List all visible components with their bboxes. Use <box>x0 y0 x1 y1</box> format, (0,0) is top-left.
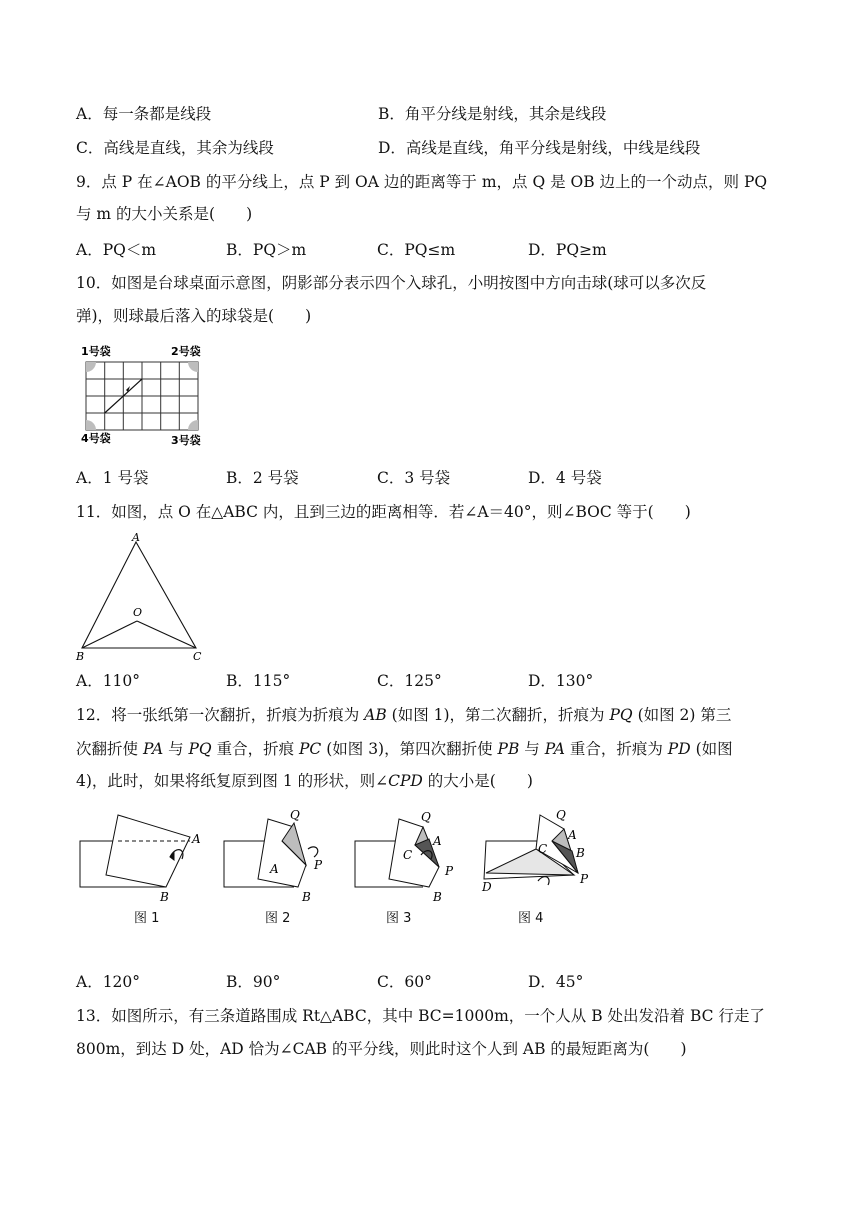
svg-text:Q: Q <box>421 810 431 824</box>
svg-text:P: P <box>580 872 589 886</box>
svg-text:B: B <box>576 846 585 860</box>
q10-option-b: B．2 号袋 <box>226 469 299 487</box>
q11-option-b: B．115° <box>226 672 291 690</box>
fold-figure-2 <box>222 805 347 905</box>
pocket-4 <box>86 420 96 430</box>
fold-figure-3 <box>353 805 478 905</box>
svg-text:B: B <box>433 890 442 904</box>
q10-option-a: A．1 号袋 <box>76 469 149 487</box>
q12-option-c: C．60° <box>377 973 432 991</box>
svg-text:B: B <box>160 890 169 904</box>
vertex-b-label: B <box>76 650 85 662</box>
fig3-caption: 图 3 <box>386 911 412 926</box>
q9-stem-line2: 与 m 的大小关系是( ) <box>76 205 253 223</box>
q12-option-a: A．120° <box>76 973 141 991</box>
fold-figure-1 <box>78 805 208 905</box>
pocket-4-label: 4号袋 <box>81 432 111 445</box>
q9-option-b: B．PQ＞m <box>226 241 307 259</box>
q12-stem-line2: 次翻折使 PA 与 PQ 重合，折痕 PC (如图 3)，第四次翻折使 PB 与 PA 重合，折痕为 PD (如图 <box>76 740 733 758</box>
q12-stem-line3: 4)，此时，如果将纸复原到图 1 的形状，则∠CPD 的大小是( ) <box>76 772 533 790</box>
q8-option-c: C．高线是直线，其余为线段 <box>76 139 274 157</box>
q11-option-c: C．125° <box>377 672 442 690</box>
q9-option-d: D．PQ≥m <box>528 241 607 259</box>
pocket-3-label: 3号袋 <box>171 434 201 447</box>
svg-text:A: A <box>433 834 442 848</box>
q9-stem-line1: 9．点 P 在∠AOB 的平分线上，点 P 到 OA 边的距离等于 m，点 Q 是 OB 边上的一个动点，则 PQ <box>76 173 768 191</box>
segment-oc <box>137 621 196 648</box>
svg-text:P: P <box>445 864 454 878</box>
fig1-caption: 图 1 <box>134 911 160 926</box>
svg-text:C: C <box>403 848 413 862</box>
table-grid <box>86 362 198 430</box>
svg-text:Q: Q <box>290 808 300 822</box>
q11-option-a: A．110° <box>76 672 141 690</box>
q10-option-d: D．4 号袋 <box>528 469 602 487</box>
segment-ob <box>82 621 137 648</box>
q12-option-b: B．90° <box>226 973 281 991</box>
triangle-abc <box>82 542 196 648</box>
pocket-3 <box>188 420 198 430</box>
q9-option-c: C．PQ≤m <box>377 241 456 259</box>
pocket-1 <box>86 362 96 372</box>
pocket-2-label: 2号袋 <box>171 345 201 358</box>
q12-stem-line1: 12．将一张纸第一次翻折，折痕为折痕为 AB (如图 1)，第二次翻折，折痕为 PQ (如图 2) 第三 <box>76 706 732 724</box>
svg-text:A: A <box>270 862 279 876</box>
svg-text:P: P <box>314 858 323 872</box>
svg-text:Q: Q <box>556 808 566 822</box>
triangle-abc-figure <box>74 530 214 662</box>
q8-option-d: D．高线是直线，角平分线是射线，中线是线段 <box>378 139 701 157</box>
svg-text:A: A <box>568 828 577 842</box>
q11-stem: 11．如图，点 O 在△ABC 内，且到三边的距离相等．若∠A＝40°，则∠BOC 等于( ) <box>76 503 691 521</box>
svg-text:A: A <box>192 832 201 846</box>
svg-text:B: B <box>302 890 311 904</box>
fig2-caption: 图 2 <box>265 911 291 926</box>
q9-option-a: A．PQ＜m <box>76 241 157 259</box>
q8-option-a: A．每一条都是线段 <box>76 105 212 123</box>
q11-option-d: D．130° <box>528 672 594 690</box>
q12-option-d: D．45° <box>528 973 584 991</box>
vertex-c-label: C <box>193 650 202 662</box>
billiard-table-figure <box>78 340 208 452</box>
point-o-label: O <box>133 606 143 619</box>
fold-figure-4 <box>478 805 608 905</box>
svg-text:C: C <box>538 842 548 856</box>
svg-text:D: D <box>482 880 492 894</box>
q13-stem-line2: 800m，到达 D 处，AD 恰为∠CAB 的平分线，则此时这个人到 AB 的最短距离为( ) <box>76 1040 687 1058</box>
pocket-2 <box>188 362 198 372</box>
q10-option-c: C．3 号袋 <box>377 469 451 487</box>
q10-stem-line2: 弹)，则球最后落入的球袋是( ) <box>76 307 312 325</box>
fig4-caption: 图 4 <box>518 911 544 926</box>
q13-stem-line1: 13．如图所示，有三条道路围成 Rt△ABC，其中 BC=1000m，一个人从 B 处出发沿着 BC 行走了 <box>76 1007 765 1025</box>
vertex-a-label: A <box>132 531 140 544</box>
q8-option-b: B．角平分线是射线，其余是线段 <box>378 105 607 123</box>
pocket-1-label: 1号袋 <box>81 345 111 358</box>
q10-stem-line1: 10．如图是台球桌面示意图，阴影部分表示四个入球孔，小明按图中方向击球(球可以多次反 <box>76 274 707 292</box>
